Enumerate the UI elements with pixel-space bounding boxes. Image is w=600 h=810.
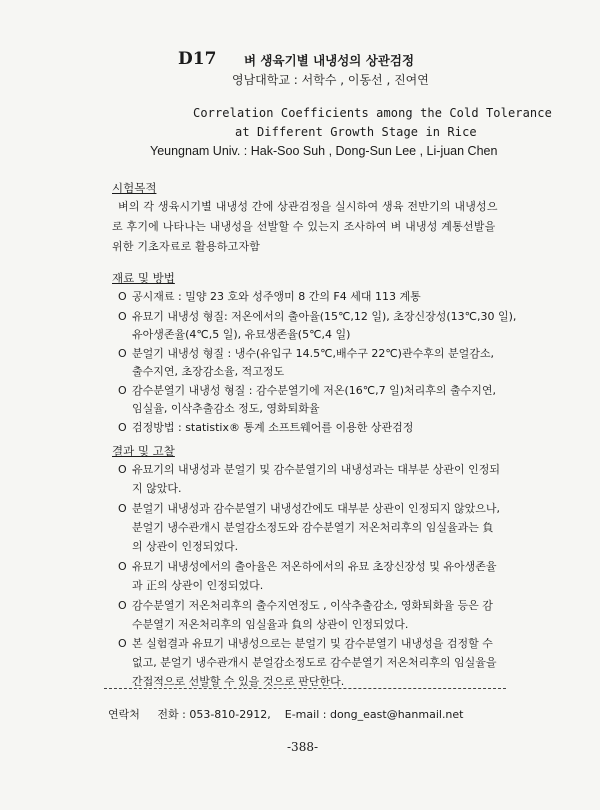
results-item-continuation: 지 않았다. [132,482,182,495]
results-item-text: 유묘기의 내냉성과 분얼기 및 감수분열기의 내냉성과는 대부분 상관이 인정되 [132,463,501,476]
results-item-continuation: 분얼기 냉수관개시 분얼감소정도와 감수분열기 저온처리후의 임실율과는 負 [132,521,494,534]
phone-number: 053-810-2912, [189,708,271,721]
methods-item [118,382,496,398]
purpose-heading: 시험목적 [112,181,157,195]
results-item-text: 본 실험결과 유묘기 내냉성으로는 분얼기 및 감수분열기 내냉성을 검정할 수 [132,637,493,650]
title-english-line-1: Correlation Coefficients among the Cold Tolerance [193,106,552,120]
results-item [118,500,500,516]
bullet-marker: O [118,463,127,476]
methods-item-continuation: 출수지연, 초장감소율, 적고정도 [132,365,285,378]
methods-item-continuation: 임실율, 이삭추출감소 정도, 영화퇴화율 [132,402,320,415]
results-item-continuation: 의 상관이 인정되었다. [132,540,239,553]
methods-item-text: 감수분열기 내냉성 형질 : 감수분열기에 저온(16℃,7 일)처리후의 출수지연, [132,384,497,397]
methods-item [118,288,421,304]
dashed-divider [104,688,506,689]
purpose-line: 위한 기초자료로 활용하고자함 [112,240,261,253]
email-address: dong_east@hanmail.net [329,708,464,721]
methods-item [118,308,516,324]
title-english-line-2: at Different Growth Stage in Rice [235,125,477,139]
purpose-line: 로 후기에 나타나는 내냉성을 선발할 수 있는지 조사하여 벼 내냉성 계통선발을 [112,220,496,233]
bullet-marker: O [118,599,127,612]
methods-item [118,419,413,435]
bullet-marker: O [118,421,127,434]
phone-label: 전화 : [157,708,186,721]
bullet-marker: O [118,637,127,650]
authors-korean: 영남대학교 : 서학수 , 이동선 , 진여연 [232,73,429,87]
page-number: -388- [287,740,319,754]
methods-item-text: 검정방법 : statistix® 통계 소프트웨어를 이용한 상관검정 [132,421,414,434]
methods-heading: 재료 및 방법 [112,271,175,285]
bullet-marker: O [118,384,127,397]
bullet-marker: O [118,560,127,573]
results-item-text: 감수분열기 저온처리후의 출수지연정도 , 이삭추출감소, 영화퇴화율 등은 감 [132,599,493,612]
methods-item-text: 분얼기 내냉성 형질 : 냉수(유입구 14.5℃,배수구 22℃)관수후의 분얼감소, [132,347,494,360]
abstract-code: D17 [178,49,217,69]
results-item [118,635,493,651]
results-heading: 결과 및 고찰 [112,444,175,458]
bullet-marker: O [118,310,127,323]
methods-item-text: 공시재료 : 밀양 23 호와 성주앵미 8 간의 F4 세대 113 계통 [132,290,421,303]
methods-item-continuation: 유아생존율(4℃,5 일), 유묘생존율(5℃,4 일) [132,328,351,341]
results-item-text: 분얼기 내냉성과 감수분열기 내냉성간에도 대부분 상관이 인정되지 않았으나, [132,502,501,515]
email-label: E-mail : [284,708,327,721]
results-item-continuation: 없고, 분얼기 냉수관개시 분얼감소정도로 감수분열기 저온처리후의 임실율을 [132,656,497,669]
contact-line [108,706,464,722]
results-item-text: 유묘기 내냉성에서의 출아율은 저온하에서의 유묘 초장신장성 및 유아생존율 [132,560,497,573]
authors-english: Yeungnam Univ. : Hak-Soo Suh , Dong-Sun Lee , Li-juan Chen [150,144,498,158]
results-item-continuation: 수분열기 저온처리후의 임실율과 負의 상관이 인정되었다. [132,618,409,631]
methods-item-text: 유묘기 내냉성 형질: 저온에서의 출아율(15℃,12 일), 초장신장성(13℃,30 일), [132,310,517,323]
bullet-marker: O [118,290,127,303]
results-item [118,597,493,613]
results-item-continuation: 과 正의 상관이 인정되었다. [132,579,264,592]
title-korean: 벼 생육기별 내냉성의 상관검정 [244,53,415,68]
bullet-marker: O [118,502,127,515]
contact-label: 연락처 [108,708,140,721]
methods-item [118,345,494,361]
results-item [118,558,497,574]
bullet-marker: O [118,347,127,360]
results-item-continuation: 간접적으로 선발할 수 있을 것으로 판단한다. [132,675,345,688]
results-item [118,461,500,477]
purpose-line: 벼의 각 생육시기별 내냉성 간에 상관검정을 실시하여 생육 전반기의 내냉성으 [118,200,498,213]
